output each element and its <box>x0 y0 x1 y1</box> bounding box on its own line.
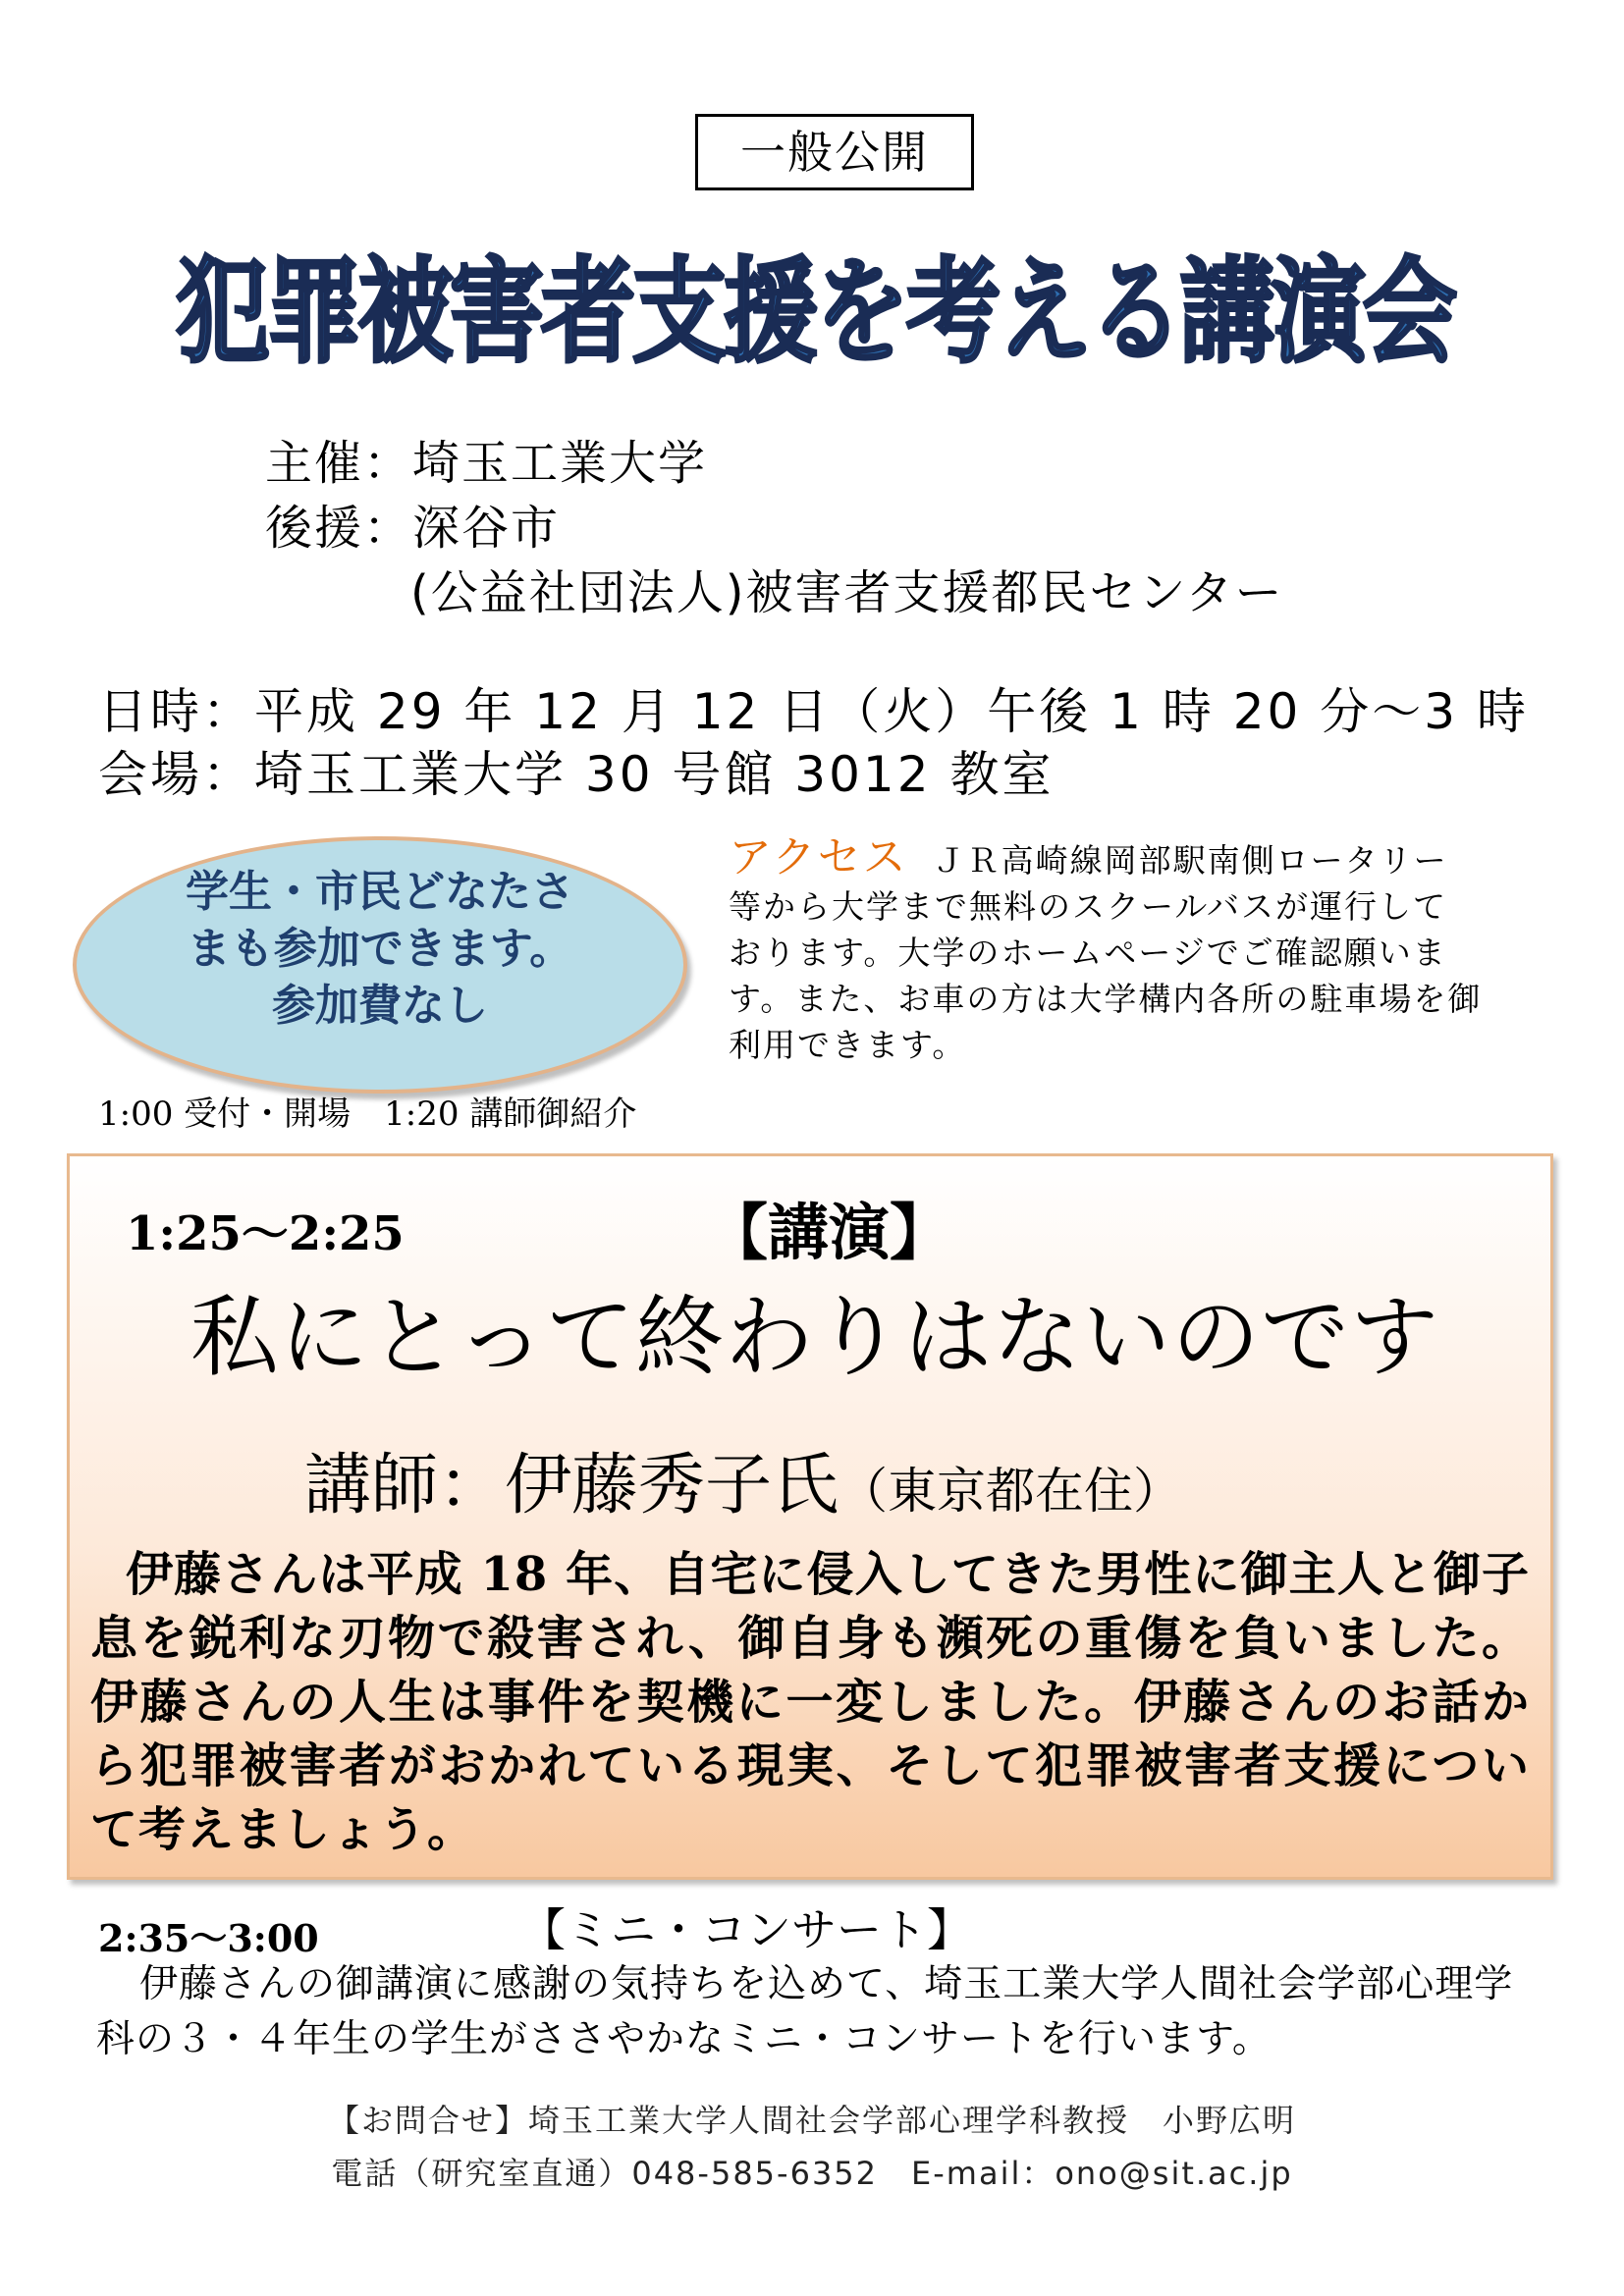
date-line: 日時：平成 29 年 12 月 12 日（火）午後 1 時 20 分～3 時 <box>98 683 1529 740</box>
lecture-time: 1:25～2:25 <box>126 1206 405 1261</box>
lecture-label: 【講演】 <box>707 1197 951 1268</box>
access-line-1: ＪＲ高崎線岡部駅南側ロータリー <box>932 841 1448 880</box>
lecturer-name: 講師：伊藤秀子氏 <box>304 1447 839 1524</box>
access-heading: アクセス <box>729 832 908 882</box>
lecture-description: 伊藤さんは平成 18 年、自宅に侵入してきた男性に御主人と御子息を鋭利な刃物で殺害され、御自身も瀕死の重傷を負いました。伊藤さんの人生は事件を契機に一変しました。伊藤さんのお話から犯罪被害者がおかれている現実、そして犯罪被害者支援について考えましょう。 <box>90 1547 1530 1857</box>
concert-description: 伊藤さんの御講演に感謝の気持ちを込めて、埼玉工業大学人間社会学部心理学科の３・４年生の学生がささやかなミニ・コンサートを行います。 <box>96 1962 1514 2061</box>
access-line-5: 利用できます。 <box>729 1026 967 1064</box>
free-admission-text <box>73 864 687 1035</box>
host-label: 主催： <box>265 436 413 491</box>
access-line-4: す。また、お車の方は大学構内各所の駐車場を御 <box>729 980 1483 1018</box>
callout-line-3: 参加費なし <box>272 981 488 1031</box>
schedule-note: 1:00 受付・開場 1:20 講師御紹介 <box>98 1095 637 1134</box>
host-line <box>265 432 707 495</box>
support-label: 後援： <box>265 501 413 556</box>
access-line-2: 等から大学まで無料のスクールバスが運行して <box>729 887 1448 926</box>
access-info <box>729 834 1514 1068</box>
support-name-2: (公益社団法人)被害者支援都民センター <box>410 565 1284 620</box>
support-line <box>265 497 560 560</box>
contact-line-2: 電話（研究室直通）048-585-6352 E-mail：ono@sit.ac.jp <box>331 2155 1293 2192</box>
lecturer-residence: （東京都在住） <box>839 1463 1183 1520</box>
callout-line-1: 学生・市民どなたさ <box>186 867 574 917</box>
public-badge: 一般公開 <box>695 114 974 190</box>
access-line-3: おります。大学のホームページでご確認願いま <box>729 934 1447 972</box>
concert-label: 【ミニ・コンサート】 <box>520 1903 972 1956</box>
host-name: 埼玉工業大学 <box>412 436 708 491</box>
callout-line-2: まも参加できます。 <box>187 924 573 974</box>
contact-line-1: 【お問合せ】埼玉工業大学人間社会学部心理学科教授 小野広明 <box>327 2102 1296 2139</box>
support-name-1: 深谷市 <box>412 501 561 556</box>
lecturer-line <box>304 1445 1182 1532</box>
concert-time: 2:35～3:00 <box>98 1916 319 1960</box>
lecture-title: 私にとって終わりはないのです <box>189 1286 1440 1389</box>
page-title: 犯罪被害者支援を考える講演会 <box>176 245 1454 379</box>
venue-line: 会場：埼玉工業大学 30 号館 3012 教室 <box>98 746 1055 803</box>
